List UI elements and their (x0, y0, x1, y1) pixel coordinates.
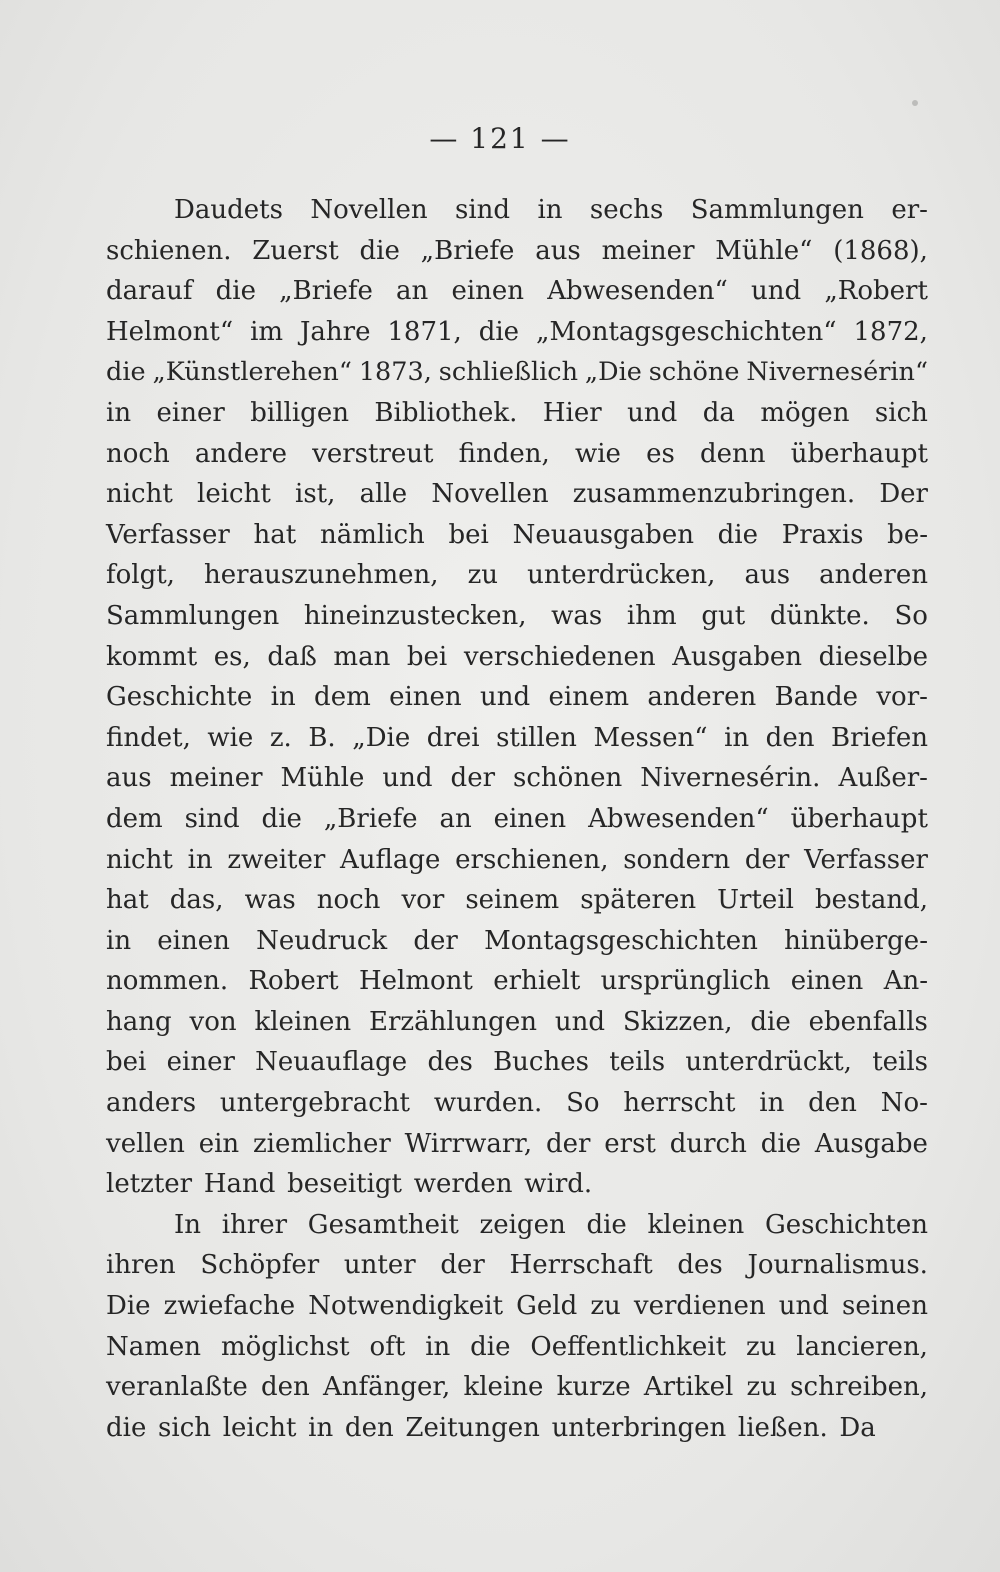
text-word: „Die (352, 722, 411, 753)
text-word: zu (746, 1372, 777, 1403)
text-word: vellen (106, 1128, 185, 1159)
text-word: kommt (106, 641, 198, 672)
text-word: schöne (648, 357, 740, 388)
text-line (106, 799, 928, 840)
text-word: ihrer (221, 1209, 288, 1240)
text-word: In (174, 1209, 202, 1240)
text-line (106, 718, 928, 759)
text-word: einen (157, 925, 230, 956)
text-word: untergebracht (219, 1088, 410, 1119)
text-word: die (215, 276, 256, 307)
text-word: leicht (197, 479, 271, 510)
text-word: folgt, (106, 560, 175, 591)
text-word: zusammenzubringen. (572, 479, 856, 510)
text-word: anderen (647, 682, 757, 713)
text-word: zweiter (227, 844, 326, 875)
text-word: der (413, 925, 458, 956)
text-line (106, 880, 928, 921)
text-word: 1872, (853, 316, 928, 347)
text-word: an (396, 276, 429, 307)
text-line (106, 1083, 928, 1124)
text-word: möglichst (220, 1331, 350, 1362)
text-word: 1871, (387, 316, 462, 347)
text-word: von (189, 1006, 237, 1037)
text-word: „Robert (824, 276, 928, 307)
text-word: die (106, 1412, 147, 1443)
text-word: An- (883, 966, 928, 997)
text-line (106, 1286, 928, 1327)
text-word: in (308, 1412, 334, 1443)
text-word: und (627, 397, 678, 428)
text-word: in (759, 1088, 785, 1119)
text-word: ursprünglich (600, 966, 771, 997)
text-word: einer (166, 1047, 235, 1078)
text-word: Skizzen, (622, 1006, 733, 1037)
text-line (106, 1327, 928, 1368)
text-word: Geld (516, 1291, 578, 1322)
text-word: anderen (819, 560, 928, 591)
text-word: erst (604, 1128, 656, 1159)
text-word: bei (406, 641, 448, 672)
text-word: Geschichten (764, 1209, 928, 1240)
text-word: das, (169, 885, 224, 916)
text-word: in (270, 682, 296, 713)
text-word: da (702, 397, 735, 428)
text-word: nicht (106, 479, 173, 510)
text-word: ziemlicher (252, 1128, 391, 1159)
text-word: finden, (458, 438, 550, 469)
text-word: dem (314, 682, 371, 713)
text-word: lancieren, (796, 1331, 928, 1362)
text-word: noch (316, 885, 381, 916)
text-word: dünkte. (769, 600, 870, 631)
text-word: anders (106, 1088, 197, 1119)
text-word: zu (467, 560, 499, 591)
text-word: Praxis (781, 519, 864, 550)
text-word: in (537, 195, 563, 225)
text-word: schienen. (106, 235, 232, 266)
text-word: leicht (222, 1412, 297, 1443)
text-word: „Briefe (323, 803, 418, 834)
text-word: den (344, 1412, 394, 1443)
text-word: unter (343, 1250, 416, 1281)
text-word: z. (269, 722, 292, 753)
text-word: hinüberge- (784, 925, 928, 956)
text-word: der (440, 1250, 485, 1281)
text-word: Herrschaft (509, 1250, 653, 1281)
text-word: gut (701, 600, 746, 631)
text-word: Neuausgaben (512, 519, 694, 550)
text-word: Verfasser (804, 844, 928, 875)
text-word: beseitigt (287, 1169, 403, 1200)
text-word: Zuerst (252, 235, 339, 266)
text-word: Gesamtheit (307, 1209, 459, 1240)
text-word: seinem (465, 885, 560, 916)
text-line (106, 1164, 928, 1205)
text-word: Namen (106, 1331, 202, 1362)
text-word: ihren (106, 1250, 176, 1281)
text-word: Robert (248, 966, 339, 997)
text-word: den (765, 722, 815, 753)
text-word: oft (369, 1331, 406, 1362)
text-word: erhielt (493, 966, 581, 997)
text-word: herauszunehmen, (204, 560, 439, 591)
text-word: No- (880, 1088, 928, 1119)
text-word: letzter (106, 1169, 193, 1200)
text-word: 1873, (358, 357, 432, 388)
text-word: erschienen, (455, 844, 609, 875)
text-word: So (566, 1088, 600, 1119)
text-word: Sammlungen (690, 195, 864, 225)
text-word: So (894, 600, 928, 631)
text-word: verdienen (633, 1291, 766, 1322)
text-word: kleinen (254, 1006, 352, 1037)
text-word: Abwesenden“ (547, 276, 728, 307)
text-line (106, 352, 928, 393)
text-word: der (744, 844, 790, 875)
text-word: ihm (626, 600, 677, 631)
text-word: teils (609, 1047, 666, 1078)
text-word: unterdrücken, (527, 560, 716, 591)
text-word: es, (213, 641, 251, 672)
text-word: schreiben, (790, 1372, 928, 1403)
text-word: an (439, 803, 472, 834)
text-word: Wirrwarr, (404, 1128, 533, 1159)
body-text (106, 190, 928, 1448)
text-line (106, 1205, 928, 1246)
text-word: er- (891, 195, 928, 225)
text-line (106, 1124, 928, 1165)
text-line (106, 1002, 928, 1043)
text-word: hang (106, 1006, 172, 1037)
text-word: kleine (463, 1372, 544, 1403)
text-word: Messen“ (593, 722, 708, 753)
text-word: in (106, 397, 132, 428)
text-word: (1868), (833, 235, 928, 266)
text-word: einem (548, 682, 630, 713)
text-line (106, 434, 928, 475)
text-word: Erzählungen (369, 1006, 537, 1037)
text-word: überhaupt (790, 438, 928, 469)
text-word: die (106, 357, 146, 388)
text-word: schließlich (438, 357, 578, 388)
text-word: Urteil (717, 885, 794, 916)
text-word: denn (700, 438, 766, 469)
text-word: zeigen (479, 1209, 566, 1240)
text-line (106, 474, 928, 515)
text-word: billigen (250, 397, 349, 428)
text-word: und (751, 276, 802, 307)
text-word: Ausgabe (814, 1128, 928, 1159)
text-word: sich (874, 397, 928, 428)
text-word: die (470, 1331, 511, 1362)
text-word: einen (389, 682, 462, 713)
text-word: Da (839, 1412, 876, 1443)
text-word: ein (198, 1128, 240, 1159)
text-word: sich (158, 1412, 212, 1443)
text-word: seinen (842, 1291, 928, 1322)
text-word: daß (267, 641, 317, 672)
text-line (106, 758, 928, 799)
text-word: Abwesenden“ (588, 803, 769, 834)
text-word: meiner (601, 235, 695, 266)
text-word: Anfänger, (323, 1372, 451, 1403)
text-line (106, 393, 928, 434)
text-word: zwiefache (163, 1291, 296, 1322)
text-word: der (545, 1128, 591, 1159)
text-word: Notwendigkeit (308, 1291, 504, 1322)
text-line (106, 190, 928, 231)
text-word: Mühle“ (715, 235, 813, 266)
text-word: Helmont“ (106, 316, 234, 347)
text-word: es (646, 438, 675, 469)
text-word: Novellen (431, 479, 549, 510)
text-word: des (427, 1047, 473, 1078)
text-word: man (333, 641, 391, 672)
text-word: Novellen (310, 195, 428, 225)
text-word: alle (359, 479, 408, 510)
text-word: kurze (556, 1372, 631, 1403)
text-word: wie (574, 438, 621, 469)
text-word: nämlich (319, 519, 425, 550)
text-word: des (677, 1250, 723, 1281)
text-word: drei (426, 722, 480, 753)
text-word: sondern (623, 844, 731, 875)
text-word: kleinen (647, 1209, 745, 1240)
text-word: Jahre (299, 316, 371, 347)
text-line (106, 555, 928, 596)
text-word: die (717, 519, 759, 550)
text-word: „Montagsgeschichten“ (535, 316, 837, 347)
text-line (106, 1042, 928, 1083)
text-word: vor (401, 885, 445, 916)
text-word: Zeitungen (405, 1412, 540, 1443)
text-word: in (187, 844, 213, 875)
text-word: die (760, 1128, 802, 1159)
text-line (106, 637, 928, 678)
text-word: Verfasser (106, 519, 230, 550)
text-word: B. (308, 722, 336, 753)
text-word: einen (790, 966, 864, 997)
text-word: einer (156, 397, 225, 428)
text-word: Artikel (643, 1372, 734, 1403)
text-word: Der (879, 479, 928, 510)
text-word: hineinzustecken, (303, 600, 527, 631)
text-word: nicht (106, 844, 173, 875)
text-word: Auflage (340, 844, 441, 875)
text-word: „Briefe (420, 235, 515, 266)
text-word: den (261, 1372, 310, 1403)
text-line (106, 840, 928, 881)
text-line (106, 1367, 928, 1408)
text-word: Geschichte (106, 682, 253, 713)
text-word: unterdrückt, (685, 1047, 852, 1078)
text-word: verschiedenen (463, 641, 656, 672)
text-word: wird. (524, 1169, 593, 1200)
text-line (106, 596, 928, 637)
text-word: Mühle (280, 763, 365, 794)
text-word: der (450, 763, 496, 794)
text-word: und (778, 1291, 829, 1322)
text-word: veranlaßte (106, 1372, 248, 1403)
text-word: Oeffentlichkeit (530, 1331, 727, 1362)
text-word: Bibliothek. (374, 397, 518, 428)
text-word: andere (194, 438, 287, 469)
text-word: einen (493, 803, 567, 834)
text-word: und (554, 1006, 605, 1037)
text-word: Nivernesérin“ (746, 357, 928, 388)
text-word: in (106, 925, 132, 956)
text-word: „Die (584, 357, 642, 388)
text-word: be- (887, 519, 928, 550)
text-line (106, 312, 928, 353)
text-word: die (586, 1209, 627, 1240)
text-word: Neudruck (256, 925, 388, 956)
text-word: was (244, 885, 296, 916)
text-word: werden (413, 1169, 513, 1200)
text-word: im (250, 316, 284, 347)
text-line (106, 231, 928, 272)
text-word: findet, (106, 722, 191, 753)
text-word: den (808, 1088, 857, 1119)
text-word: aus (106, 763, 152, 794)
text-word: mögen (760, 397, 850, 428)
text-word: Montagsgeschichten (484, 925, 758, 956)
text-word: verstreut (312, 438, 434, 469)
text-word: vor- (876, 682, 928, 713)
text-word: ist, (295, 479, 336, 510)
text-word: hat (106, 885, 149, 916)
text-word: aus (535, 235, 581, 266)
text-word: Ausgaben (672, 641, 802, 672)
text-word: Die (106, 1291, 151, 1322)
text-word: bei (106, 1047, 147, 1078)
text-word: teils (872, 1047, 928, 1078)
text-word: meiner (169, 763, 263, 794)
text-word: Außer- (838, 763, 928, 794)
text-line (106, 1245, 928, 1286)
text-word: Buches (493, 1047, 589, 1078)
text-word: zu (590, 1291, 621, 1322)
text-word: die (478, 316, 520, 347)
text-word: nommen. (106, 966, 229, 997)
paper-speck (912, 100, 918, 106)
text-word: und (382, 763, 433, 794)
text-word: ebenfalls (808, 1006, 928, 1037)
text-line (106, 515, 928, 556)
text-word: die (261, 803, 302, 834)
text-word: Hand (203, 1169, 276, 1200)
text-line (106, 961, 928, 1002)
text-word: ließen. (737, 1412, 828, 1443)
text-word: zu (745, 1331, 777, 1362)
text-word: wurden. (433, 1088, 543, 1119)
text-word: die (359, 235, 400, 266)
text-word: was (551, 600, 603, 631)
text-word: bei (448, 519, 489, 550)
text-word: darauf (106, 276, 193, 307)
text-word: Nivernesérin. (640, 763, 821, 794)
text-word: durch (669, 1128, 747, 1159)
text-word: und (480, 682, 531, 713)
text-word: Sammlungen (106, 600, 280, 631)
text-word: herrscht (623, 1088, 736, 1119)
text-word: sind (184, 803, 240, 834)
text-word: hat (253, 519, 297, 550)
text-word: sechs (589, 195, 664, 225)
text-word: aus (744, 560, 791, 591)
text-word: dem (106, 803, 163, 834)
text-word: Hier (542, 397, 602, 428)
text-word: bestand, (815, 885, 928, 916)
text-word: dieselbe (818, 641, 928, 672)
text-word: in (724, 722, 750, 753)
text-word: wie (207, 722, 254, 753)
text-line (106, 921, 928, 962)
text-word: Briefen (830, 722, 928, 753)
text-word: Schöpfer (200, 1250, 320, 1281)
text-line (106, 1408, 928, 1449)
text-word: unterbringen (551, 1412, 727, 1443)
text-word: einen (451, 276, 525, 307)
text-line (106, 677, 928, 718)
text-word: späteren (580, 885, 697, 916)
text-word: Daudets (174, 195, 283, 225)
page-number: — 121 — (429, 122, 571, 155)
text-word: „Künstlerehen“ (152, 357, 352, 388)
text-word: Neuauflage (255, 1047, 408, 1078)
text-word: in (425, 1331, 451, 1362)
text-line (106, 271, 928, 312)
text-word: Helmont (359, 966, 473, 997)
text-word: stillen (496, 722, 577, 753)
text-word: noch (106, 438, 170, 469)
text-word: Bande (774, 682, 858, 713)
text-word: die (750, 1006, 791, 1037)
text-word: überhaupt (790, 803, 928, 834)
text-word: „Briefe (279, 276, 373, 307)
text-word: Journalismus. (747, 1250, 928, 1281)
text-word: sind (454, 195, 511, 225)
text-word: schönen (513, 763, 623, 794)
